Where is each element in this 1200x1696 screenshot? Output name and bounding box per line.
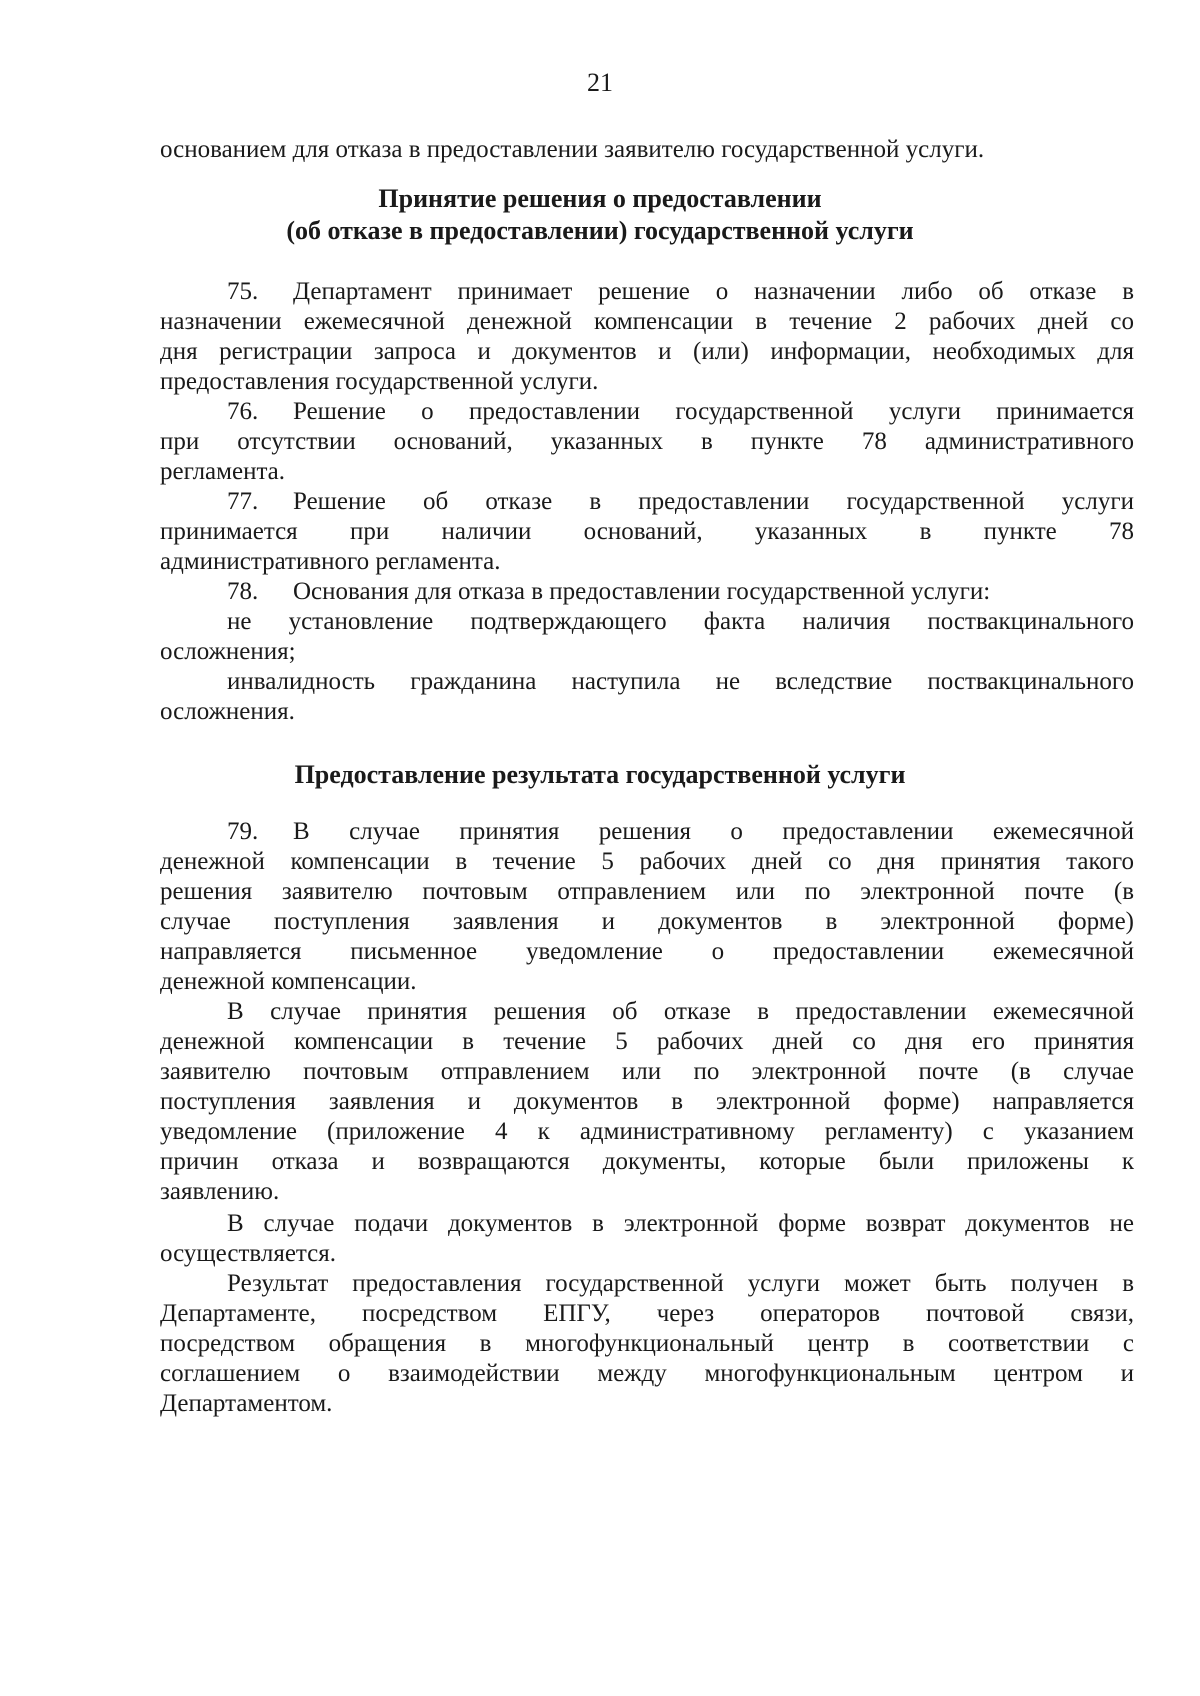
paragraph-79-line: случае поступления заявления и документов в электронной форме) (160, 908, 1134, 935)
paragraph-refusal-line: причин отказа и возвращаются документы, которые были приложены к (160, 1148, 1134, 1175)
paragraph-75-line: предоставления государственной услуги. (160, 368, 599, 395)
paragraph-result-line: соглашением о взаимодействии между многофункциональным центром и (160, 1360, 1134, 1387)
paragraph-76-line: при отсутствии оснований, указанных в пункте 78 административного (160, 428, 1134, 455)
clause-number: 78. (227, 578, 259, 605)
paragraph-refusal-line: В случае принятия решения об отказе в предоставлении ежемесячной (227, 998, 1134, 1025)
paragraph-78-line: осложнения; (160, 638, 296, 665)
paragraph-76-line: 76. Решение о предоставлении государственной услуги принимается (227, 396, 1134, 428)
section-heading: Принятие решения о предоставлении (378, 184, 822, 213)
paragraph-result-line: Департаментом. (160, 1390, 333, 1417)
paragraph-78-line: не установление подтверждающего факта наличия поствакцинального (227, 608, 1134, 635)
paragraph-electronic-line: В случае подачи документов в электронной форме возврат документов не (227, 1210, 1134, 1237)
paragraph-75-line: 75. Департамент принимает решение о назначении либо об отказе в (227, 276, 1134, 308)
paragraph-75-line: назначении ежемесячной денежной компенсации в течение 2 рабочих дней со (160, 308, 1134, 335)
paragraph-79-line: 79. В случае принятия решения о предоставлении ежемесячной (227, 816, 1134, 848)
paragraph-78-line: инвалидность гражданина наступила не вследствие поствакцинального (227, 668, 1134, 695)
paragraph-75-line: дня регистрации запроса и документов и (или) информации, необходимых для (160, 338, 1134, 365)
paragraph-77-line: административного регламента. (160, 548, 501, 575)
clause-number: 77. (227, 488, 259, 515)
paragraph-result-line: Результат предоставления государственной услуги может быть получен в (227, 1270, 1134, 1297)
paragraph-79-line: направляется письменное уведомление о предоставлении ежемесячной (160, 938, 1134, 965)
section-heading: (об отказе в предоставлении) государственной услуги (286, 216, 914, 245)
paragraph-result-line: посредством обращения в многофункциональный центр в соответствии с (160, 1330, 1134, 1357)
paragraph-78-line: осложнения. (160, 698, 295, 725)
paragraph-77-line: принимается при наличии оснований, указанных в пункте 78 (160, 518, 1134, 545)
paragraph-electronic-line: осуществляется. (160, 1240, 337, 1267)
paragraph-refusal-line: заявителю почтовым отправлением или по электронной почте (в случае (160, 1058, 1134, 1085)
paragraph-refusal-line: поступления заявления и документов в электронной форме) направляется (160, 1088, 1134, 1115)
text-line: основанием для отказа в предоставлении заявителю государственной услуги. (160, 136, 985, 163)
page-number: 21 (587, 68, 613, 97)
paragraph-refusal-line: заявлению. (160, 1178, 280, 1205)
paragraph-refusal-line: денежной компенсации в течение 5 рабочих дней со дня его принятия (160, 1028, 1134, 1055)
paragraph-76-line: регламента. (160, 458, 286, 485)
paragraph-77-line: 77. Решение об отказе в предоставлении государственной услуги (227, 486, 1134, 518)
paragraph-refusal-line: уведомление (приложение 4 к административному регламенту) с указанием (160, 1118, 1134, 1145)
paragraph-79-line: решения заявителю почтовым отправлением или по электронной почте (в (160, 878, 1134, 905)
paragraph-79-line: денежной компенсации в течение 5 рабочих дней со дня принятия такого (160, 848, 1134, 875)
section-heading: Предоставление результата государственной услуги (294, 760, 906, 789)
paragraph-result-line: Департаменте, посредством ЕПГУ, через операторов почтовой связи, (160, 1300, 1134, 1327)
clause-number: 76. (227, 398, 259, 425)
paragraph-79-line: денежной компенсации. (160, 968, 417, 995)
paragraph-78-line: 78. Основания для отказа в предоставлении государственной услуги: (227, 576, 1134, 608)
clause-number: 79. (227, 818, 259, 845)
clause-number: 75. (227, 278, 259, 305)
